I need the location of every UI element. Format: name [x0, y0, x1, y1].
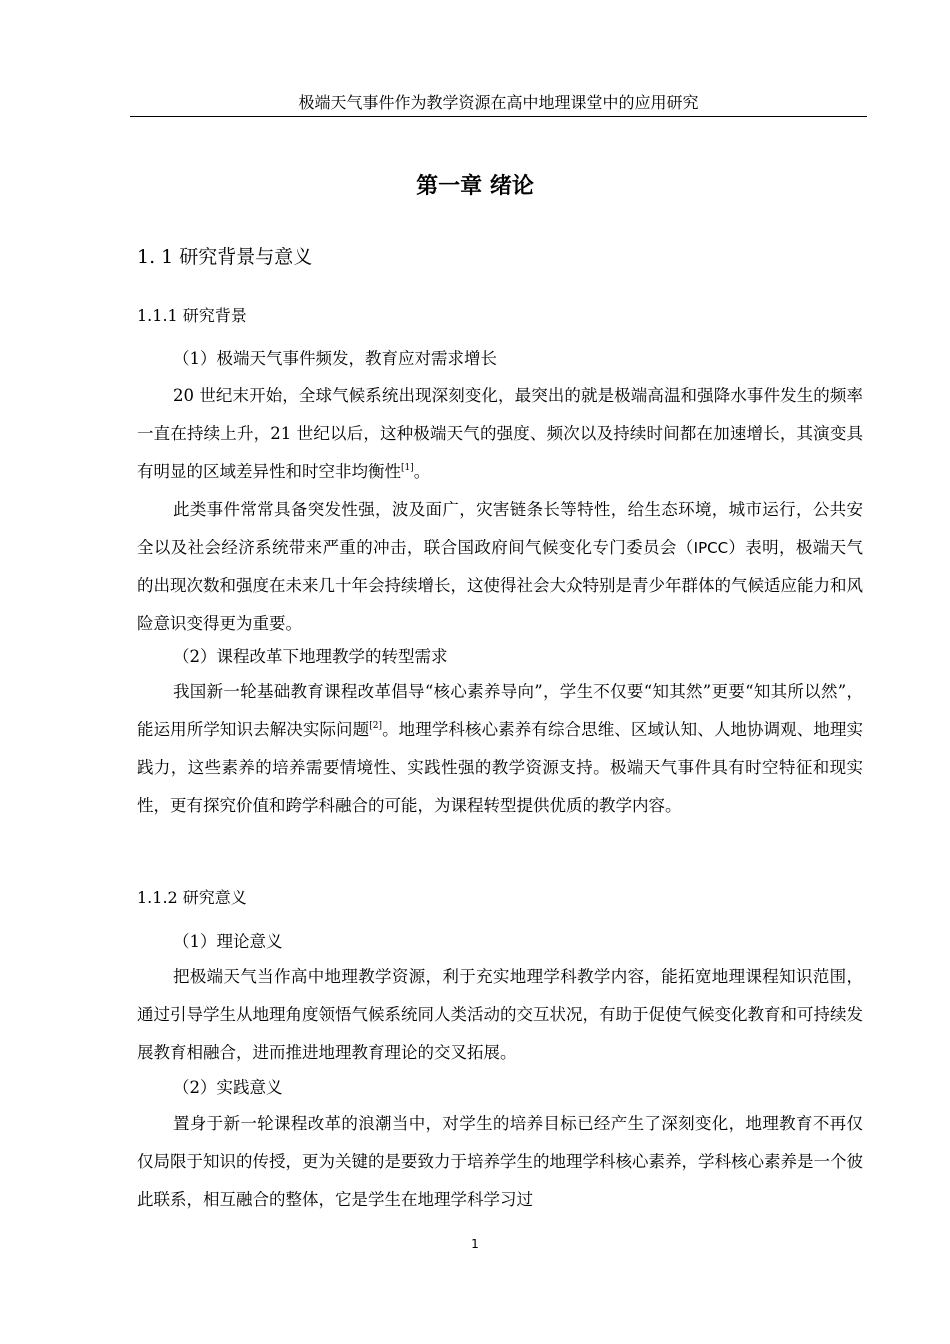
paragraph-background-3 — [137, 673, 863, 825]
citation-1: [1] — [401, 463, 414, 473]
paragraph-text: 置身于新一轮课程改革的浪潮当中，对学生的培养目标已经产生了深刻变化，地理教育不再仅仅局限于知识的传授，更为关键的是要致力于培养学生的地理学科核心素养，学科核心素养是一个彼此联系，相互融合的整体，它是学生在地理学科学习过 — [137, 1114, 863, 1209]
paragraph-background-1 — [137, 377, 863, 491]
ipcc-abbreviation: IPCC — [693, 539, 729, 557]
chapter-title: 第一章 绪论 — [416, 174, 534, 199]
paragraph-significance-1 — [137, 958, 863, 1072]
paragraph-text: 此类事件常常具备突发性强，波及面广，灾害链条长等特性，给生态环境，城市运行，公共安全以及社会经济系统带来严重的冲击，联合国政府间气候变化专门委员会（ — [137, 500, 863, 557]
section-heading-1-1: 1. 1 研究背景与意义 — [137, 246, 313, 268]
subheading-curriculum-reform: （2）课程改革下地理教学的转型需求 — [173, 647, 448, 666]
paragraph-background-2 — [137, 491, 863, 643]
page-number: 1 — [471, 1237, 479, 1251]
paragraph-text: 把极端天气当作高中地理教学资源，利于充实地理学科教学内容，能拓宽地理课程知识范围，通过引导学生从地理角度领悟气候系统同人类活动的交互状况，有助于促使气候变化教育和可持续发展教育相融合，进而推进地理教育理论的交叉拓展。 — [137, 967, 863, 1062]
subheading-extreme-weather: （1）极端天气事件频发，教育应对需求增长 — [173, 349, 497, 368]
paragraph-text: 我国新一轮基础教育课程改革倡导“核心素养导向”，学生不仅要“知其然”更要“知其所以然”，能运用所学知识去解决实际问题 — [137, 682, 863, 739]
paragraph-text: 20 世纪末开始，全球气候系统出现深刻变化，最突出的就是极端高温和强降水事件发生的频率一直在持续上升，21 世纪以后，这种极端天气的强度、频次以及持续时间都在加速增长，其演变具有明显的区域差异性和时空非均衡性 — [137, 386, 863, 481]
paragraph-end: 。 — [413, 462, 431, 481]
paragraph-text: ）表明，极端天气的出现次数和强度在未来几十年会持续增长，这使得社会大众特别是青少年群体的气候适应能力和风险意识变得更为重要。 — [137, 538, 864, 633]
subheading-theoretical: （1）理论意义 — [173, 932, 283, 951]
citation-2: [2] — [369, 721, 382, 731]
running-header: 极端天气事件作为教学资源在高中地理课堂中的应用研究 — [298, 93, 699, 112]
paragraph-significance-2 — [137, 1105, 863, 1219]
header-rule — [130, 116, 867, 117]
paragraph-text: 。地理学科核心素养有综合思维、区域认知、人地协调观、地理实践力，这些素养的培养需要情境性、实践性强的教学资源支持。极端天气事件具有时空特征和现实性，更有探究价值和跨学科融合的可能，为课程转型提供优质的教学内容。 — [137, 720, 864, 815]
section-heading-1-1-2: 1.1.2 研究意义 — [137, 888, 247, 907]
subheading-practical: （2）实践意义 — [173, 1078, 283, 1097]
section-heading-1-1-1: 1.1.1 研究背景 — [137, 306, 247, 325]
